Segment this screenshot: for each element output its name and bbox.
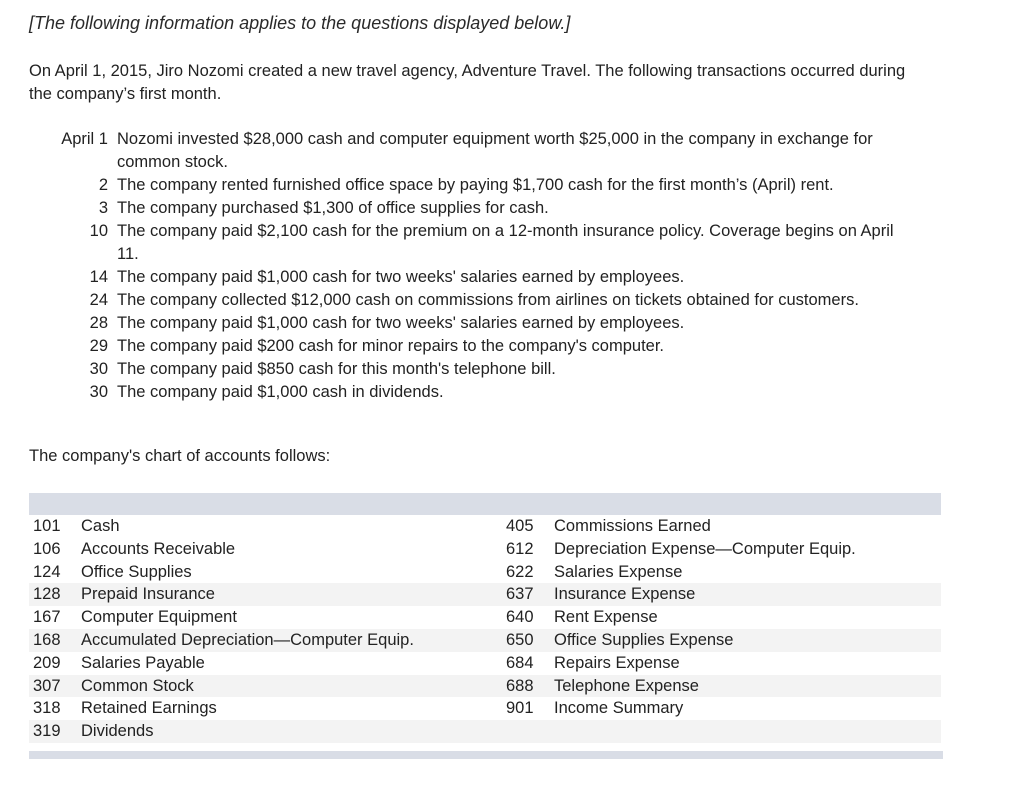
- account-name: Office Supplies: [81, 562, 192, 581]
- account-number: 307: [33, 676, 61, 695]
- transaction-text: The company paid $2,100 cash for the premium on a 12-month insurance policy. Coverage begins on April 11.: [117, 222, 894, 263]
- transaction-text: The company paid $1,000 cash for two weeks' salaries earned by employees.: [117, 314, 685, 332]
- account-number: 209: [33, 653, 61, 672]
- account-name: Prepaid Insurance: [81, 585, 215, 604]
- account-name: Accumulated Depreciation—Computer Equip.: [81, 630, 414, 649]
- account-row: [29, 538, 941, 561]
- chart-of-accounts-table: [29, 515, 941, 743]
- transaction-date: 30: [89, 360, 108, 378]
- transaction-row: [58, 220, 917, 266]
- intro-note: [The following information applies to the questions displayed below.]: [29, 13, 571, 33]
- account-name: Salaries Expense: [554, 562, 683, 581]
- account-name: Depreciation Expense—Computer Equip.: [554, 539, 856, 558]
- account-name: Office Supplies Expense: [554, 630, 734, 649]
- transaction-date: 14: [89, 268, 108, 286]
- account-name: Dividends: [81, 722, 154, 741]
- transaction-row: [58, 289, 917, 312]
- transaction-text: The company paid $850 cash for this month's telephone bill.: [117, 360, 556, 378]
- transaction-row: [58, 197, 917, 220]
- account-number: 168: [33, 630, 61, 649]
- transaction-row: [58, 174, 917, 197]
- account-number: 124: [33, 562, 61, 581]
- account-number: 622: [506, 562, 534, 581]
- account-number: 901: [506, 699, 534, 718]
- account-number: 688: [506, 676, 534, 695]
- transaction-text: The company rented furnished office space by paying $1,700 cash for the first month’s (April) rent.: [117, 176, 834, 194]
- account-name: Commissions Earned: [554, 517, 711, 535]
- transaction-text: The company purchased $1,300 of office supplies for cash.: [117, 199, 549, 217]
- transaction-date: 24: [89, 291, 108, 309]
- transaction-date: 3: [98, 199, 108, 217]
- chart-of-accounts-footer-bar: [29, 751, 943, 759]
- transaction-text: The company paid $200 cash for minor repairs to the company's computer.: [117, 337, 665, 355]
- transaction-text: The company collected $12,000 cash on commissions from airlines on tickets obtained for customers.: [117, 291, 859, 309]
- transaction-text: The company paid $1,000 cash in dividends.: [117, 383, 444, 401]
- transactions-table: [58, 128, 917, 404]
- account-row: [29, 652, 941, 675]
- account-number: 637: [506, 585, 534, 604]
- transaction-date: April 1: [61, 130, 108, 148]
- account-number: 640: [506, 608, 534, 627]
- chart-of-accounts-intro: The company's chart of accounts follows:: [29, 447, 331, 465]
- account-name: Salaries Payable: [81, 653, 205, 672]
- account-row: [29, 675, 941, 698]
- account-row: [29, 515, 941, 538]
- account-row: [29, 583, 941, 606]
- account-row: [29, 629, 941, 652]
- account-number: 318: [33, 699, 61, 718]
- account-number: 650: [506, 630, 534, 649]
- account-number: 128: [33, 585, 61, 604]
- account-number: 612: [506, 539, 534, 558]
- intro-paragraph: On April 1, 2015, Jiro Nozomi created a new travel agency, Adventure Travel. The following transactions occurred during the company’s first month.: [29, 62, 906, 103]
- transaction-text: The company paid $1,000 cash for two weeks' salaries earned by employees.: [117, 268, 685, 286]
- account-number: 106: [33, 539, 61, 558]
- transaction-row: [58, 312, 917, 335]
- account-name: Retained Earnings: [81, 699, 217, 718]
- account-name: Insurance Expense: [554, 585, 696, 604]
- transaction-text: Nozomi invested $28,000 cash and computer equipment worth $25,000 in the company in exchange for common stock.: [117, 130, 873, 171]
- account-number: 684: [506, 653, 534, 672]
- chart-of-accounts-header-bar: [29, 493, 941, 515]
- account-name: Computer Equipment: [81, 608, 237, 627]
- account-row: [29, 561, 941, 584]
- account-row: [29, 606, 941, 629]
- account-name: Common Stock: [81, 676, 194, 695]
- transaction-date: 28: [89, 314, 108, 332]
- account-name: Income Summary: [554, 699, 684, 718]
- transaction-row: [58, 358, 917, 381]
- transaction-row: [58, 381, 917, 404]
- transaction-row: [58, 128, 917, 174]
- account-number: 405: [506, 517, 534, 535]
- account-number: 101: [33, 517, 61, 535]
- account-name: Cash: [81, 517, 120, 535]
- account-row: [29, 697, 941, 720]
- transaction-date: 29: [89, 337, 108, 355]
- account-name: Accounts Receivable: [81, 539, 236, 558]
- transaction-date: 2: [98, 176, 108, 194]
- transaction-date: 30: [89, 383, 108, 401]
- account-name: Repairs Expense: [554, 653, 680, 672]
- transaction-row: [58, 266, 917, 289]
- transaction-row: [58, 335, 917, 358]
- account-name: Rent Expense: [554, 608, 658, 627]
- account-number: 167: [33, 608, 61, 627]
- account-number: 319: [33, 722, 61, 741]
- transaction-date: 10: [89, 222, 108, 240]
- account-row: [29, 720, 941, 743]
- account-name: Telephone Expense: [554, 676, 699, 695]
